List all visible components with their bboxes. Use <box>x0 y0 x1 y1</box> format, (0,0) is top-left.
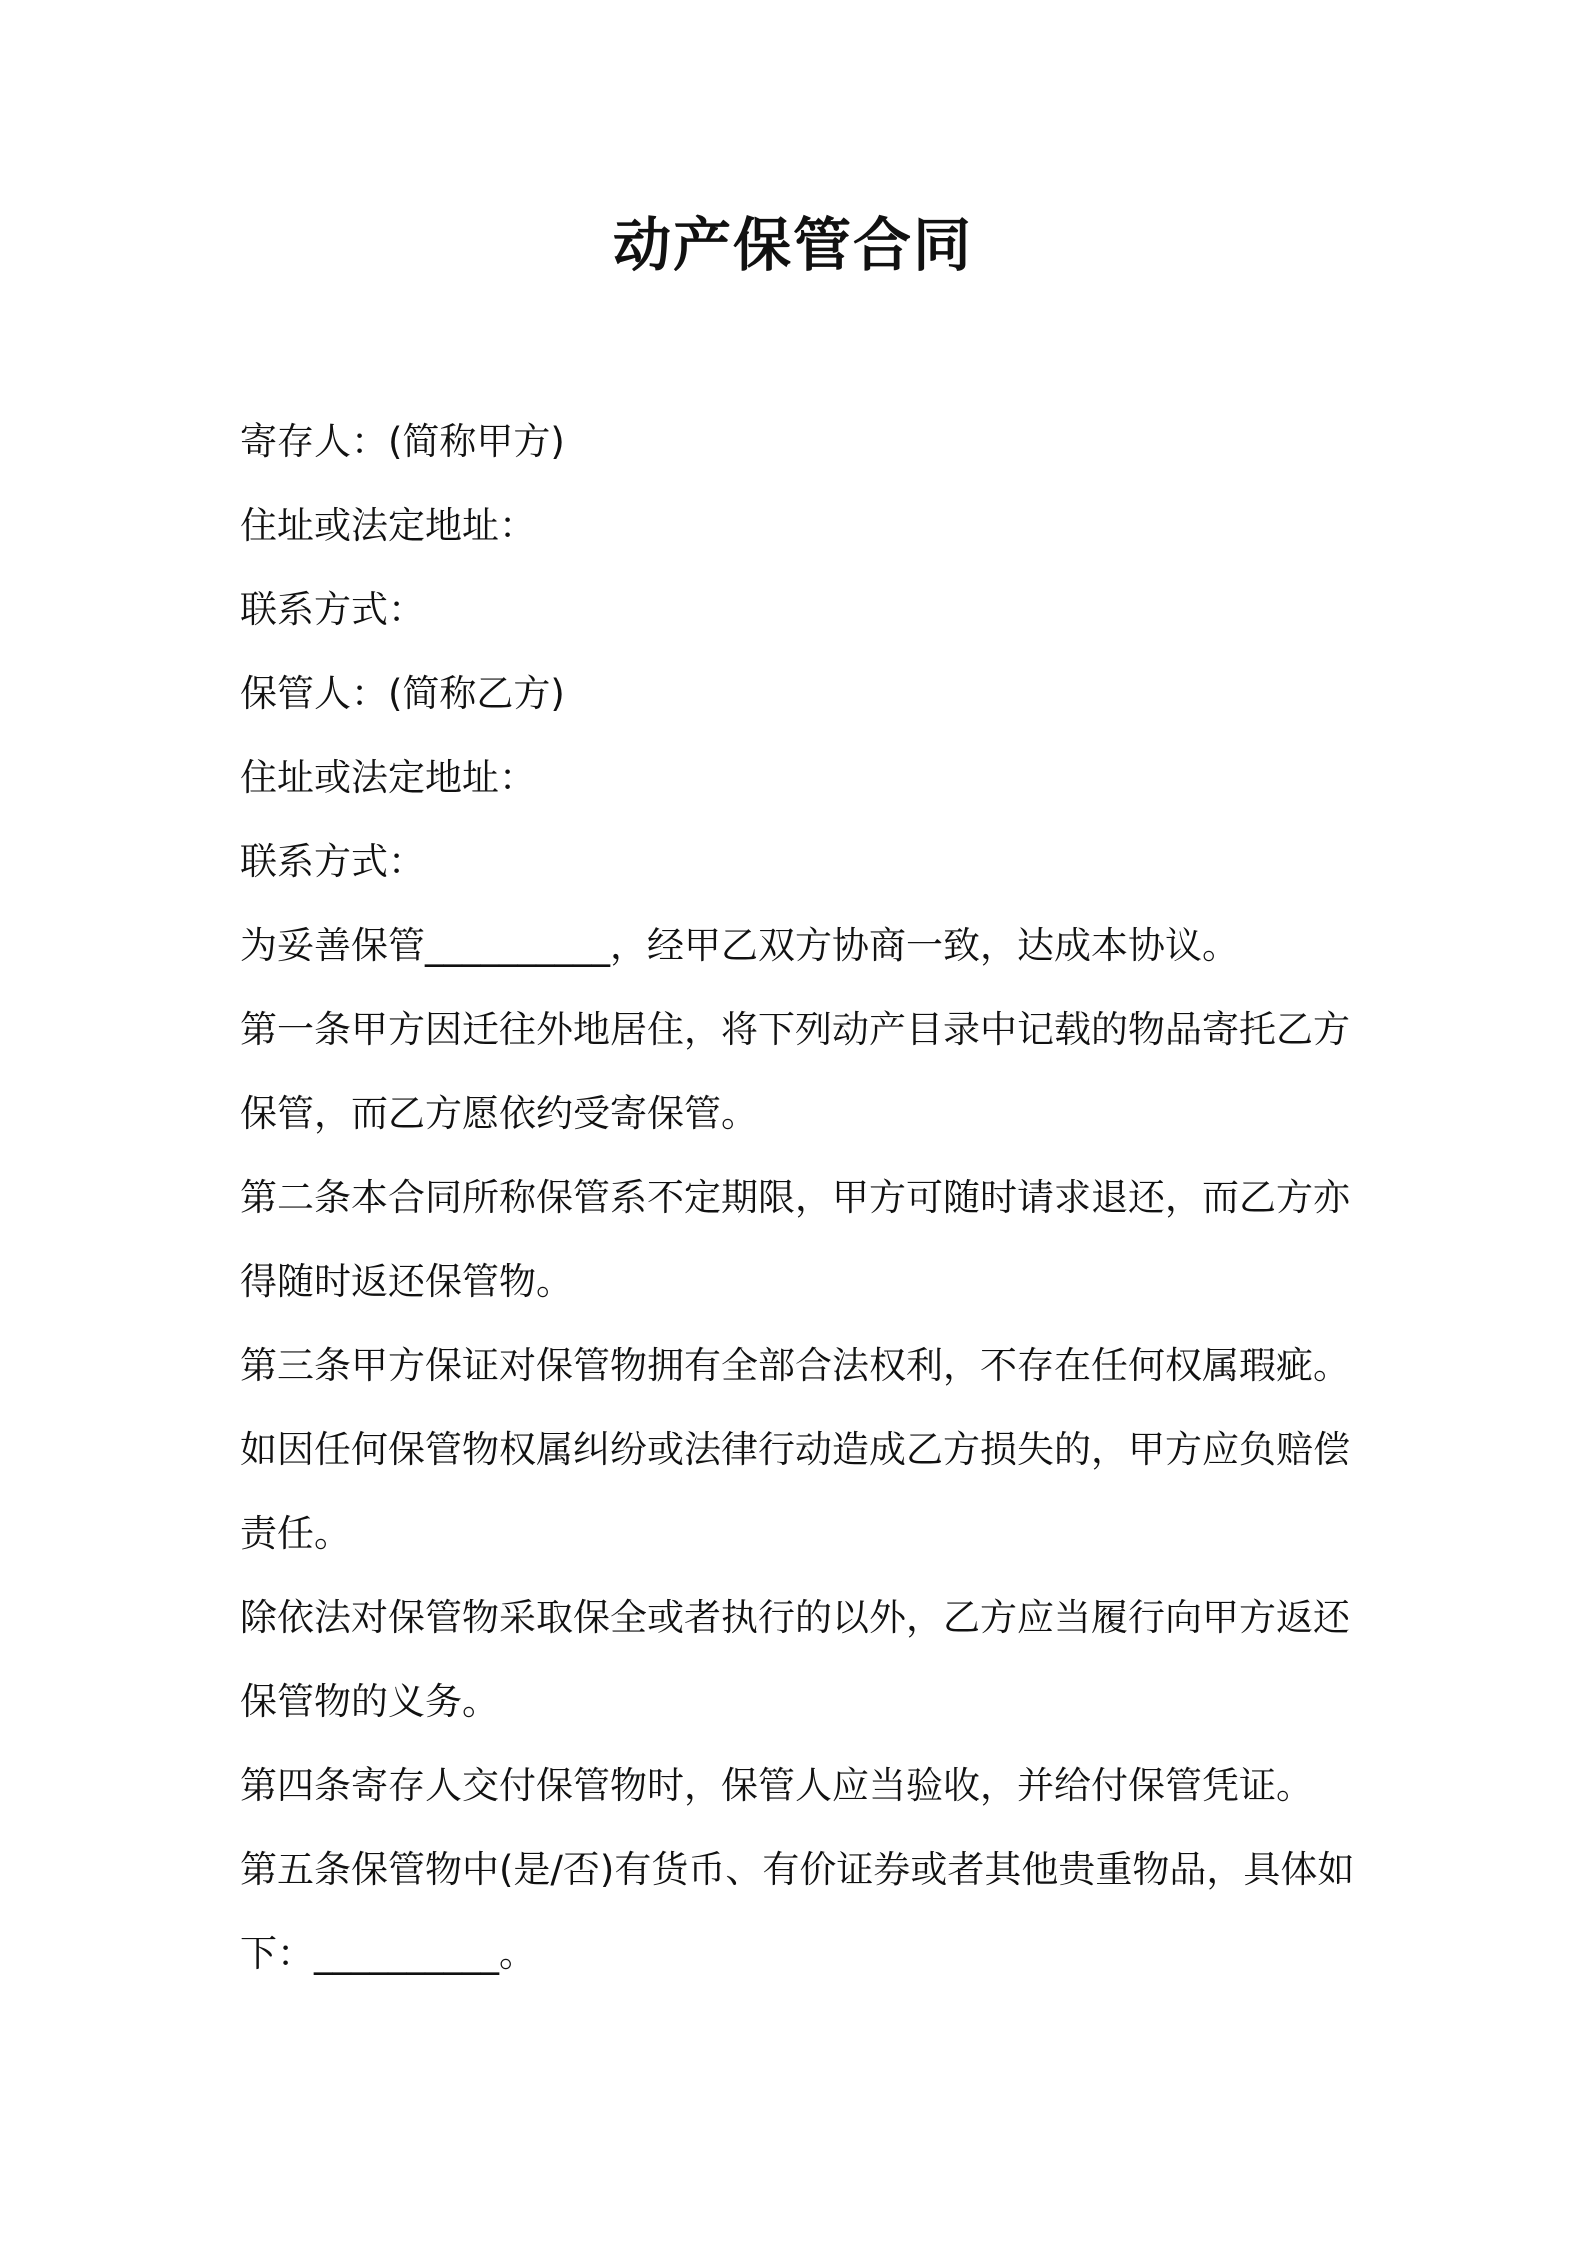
depositor-contact-line: 联系方式： <box>240 588 425 631</box>
document-title: 动产保管合同 <box>612 211 973 279</box>
article-4-line: 第四条寄存人交付保管物时，保管人应当验收，并给付保管凭证。 <box>240 1764 1313 1807</box>
article-5-line-2: 下：__________。 <box>240 1932 536 1975</box>
article-3-line-2: 如因任何保管物权属纠纷或法律行动造成乙方损失的，甲方应负赔偿 <box>240 1428 1350 1471</box>
article-2-line-2: 得随时返还保管物。 <box>240 1260 573 1303</box>
article-2-line-1: 第二条本合同所称保管系不定期限，甲方可随时请求退还，而乙方亦 <box>240 1176 1350 1219</box>
depositor-address-line: 住址或法定地址： <box>240 504 536 547</box>
article-3-line-5: 保管物的义务。 <box>240 1680 499 1723</box>
document-body <box>240 400 1360 1996</box>
article-1-line-2: 保管，而乙方愿依约受寄保管。 <box>240 1092 758 1135</box>
article-3-line-3: 责任。 <box>240 1512 351 1555</box>
article-3-line-4: 除依法对保管物采取保全或者执行的以外，乙方应当履行向甲方返还 <box>240 1596 1350 1639</box>
depositor-line: 寄存人：(简称甲方) <box>240 420 565 463</box>
article-5-line-1: 第五条保管物中(是/否)有货币、有价证券或者其他贵重物品，具体如 <box>240 1848 1355 1891</box>
custodian-line: 保管人：(简称乙方) <box>240 672 565 715</box>
article-3-line-1: 第三条甲方保证对保管物拥有全部合法权利，不存在任何权属瑕疵。 <box>240 1344 1350 1387</box>
custodian-address-line: 住址或法定地址： <box>240 756 536 799</box>
article-1-line-1: 第一条甲方因迁往外地居住，将下列动产目录中记载的物品寄托乙方 <box>240 1008 1350 1051</box>
preamble-line: 为妥善保管__________，经甲乙双方协商一致，达成本协议。 <box>240 924 1239 967</box>
custodian-contact-line: 联系方式： <box>240 840 425 883</box>
